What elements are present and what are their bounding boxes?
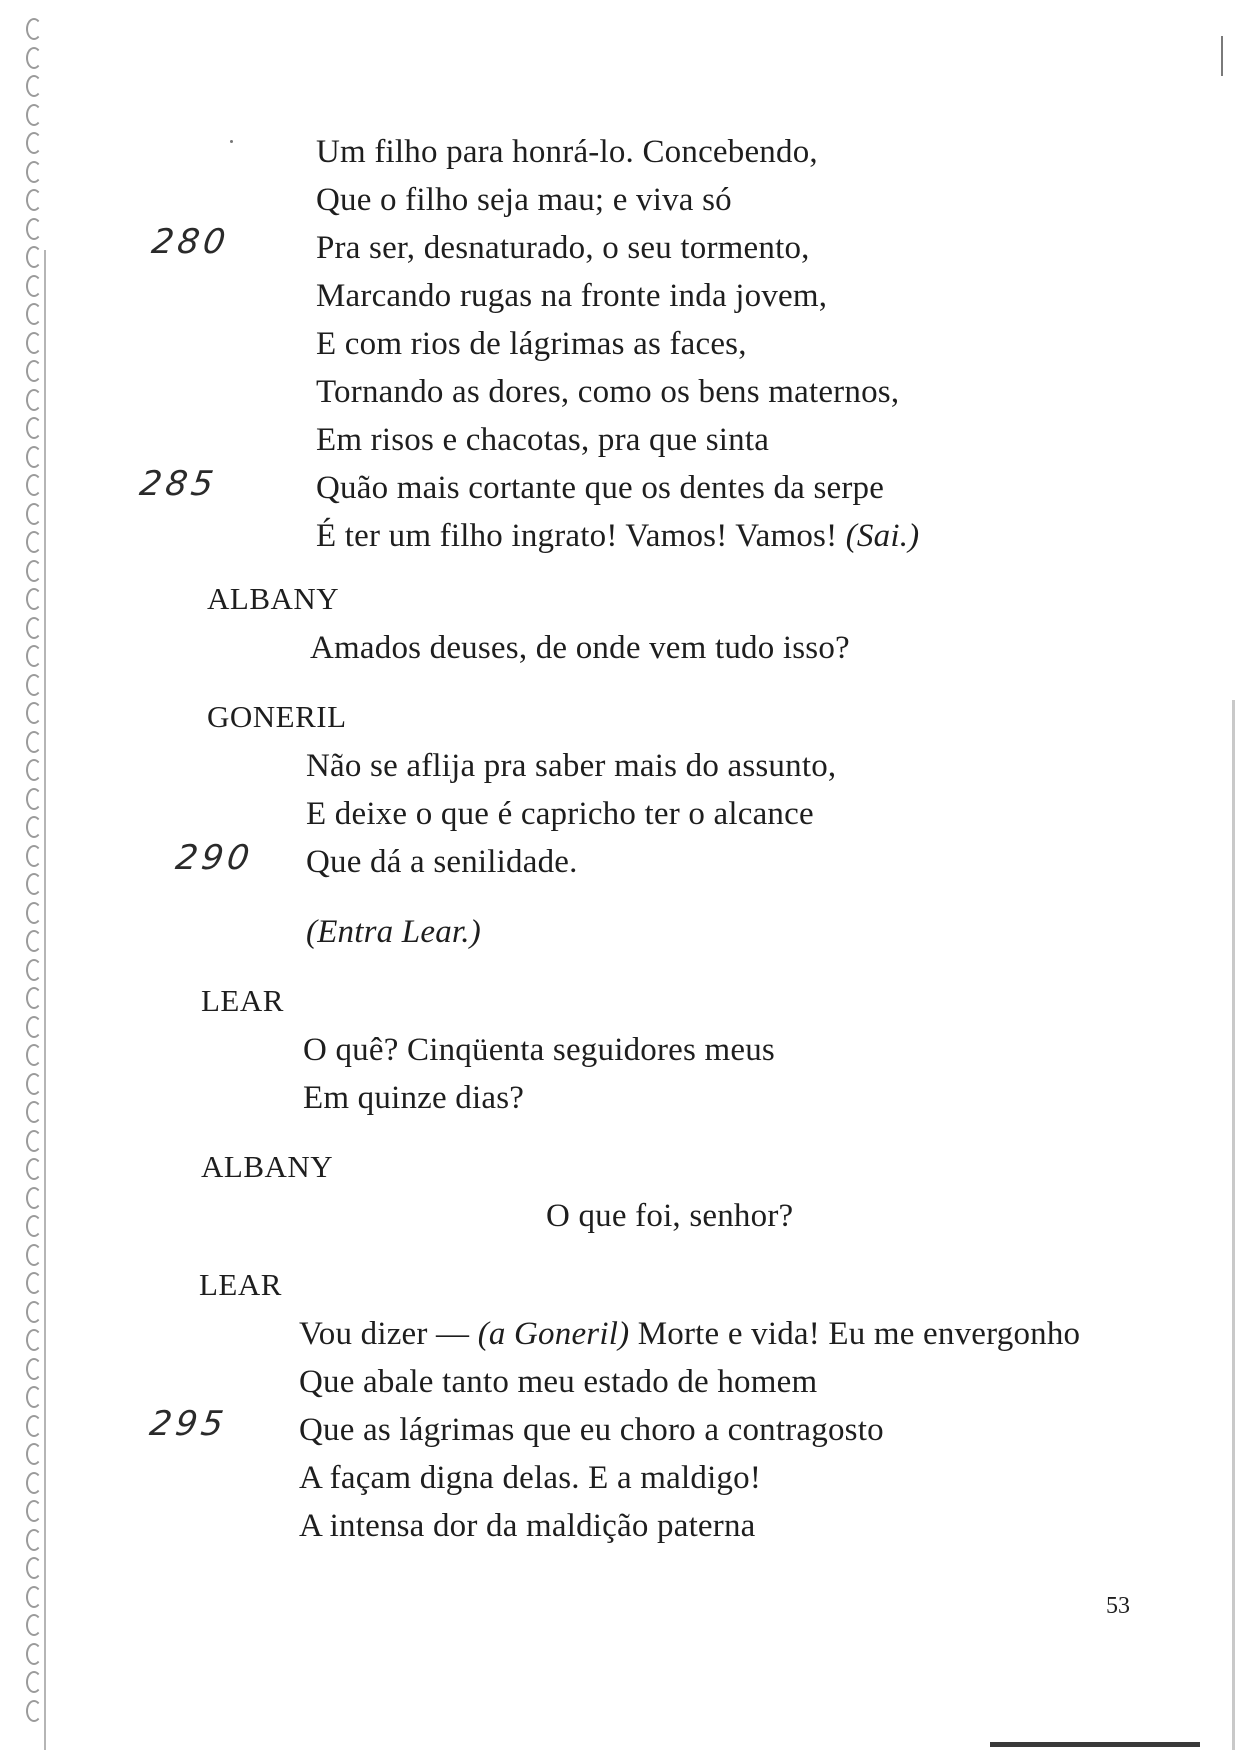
speaker-name: LEAR xyxy=(199,1267,282,1302)
binding-ring xyxy=(26,18,42,40)
binding-ring xyxy=(26,218,42,240)
stage-direction: (Entra Lear.) xyxy=(306,914,481,950)
verse-text: Morte e vida! Eu me envergonho xyxy=(629,1316,1081,1352)
binding-ring xyxy=(26,1700,42,1722)
verse-line: Que abale tanto meu estado de homem xyxy=(299,1364,818,1400)
binding-ring xyxy=(26,389,42,411)
binding-ring xyxy=(26,1044,42,1066)
binding-ring xyxy=(26,104,42,126)
verse-line: Amados deuses, de onde vem tudo isso? xyxy=(310,630,850,666)
verse-line: Pra ser, desnaturado, o seu tormento, xyxy=(316,230,810,266)
verse-line: Que dá a senilidade. xyxy=(306,844,578,880)
binding-ring xyxy=(26,731,42,753)
verse-line: O que foi, senhor? xyxy=(546,1198,794,1234)
verse-line: Não se aflija pra saber mais do assunto, xyxy=(306,748,837,784)
binding-ring xyxy=(26,1443,42,1465)
binding-ring xyxy=(26,1557,42,1579)
binding-ring xyxy=(26,1101,42,1123)
verse-line: E deixe o que é capricho ter o alcance xyxy=(306,796,814,832)
binding-ring xyxy=(26,930,42,952)
speaker-name: ALBANY xyxy=(201,1149,334,1184)
binding-ring xyxy=(26,189,42,211)
spiral-binding xyxy=(18,10,58,1750)
stage-direction: (a Goneril) xyxy=(477,1316,630,1352)
binding-ring xyxy=(26,702,42,724)
binding-ring xyxy=(26,1671,42,1693)
verse-line: Que o filho seja mau; e viva só xyxy=(316,182,732,218)
binding-ring xyxy=(26,503,42,525)
binding-ring xyxy=(26,902,42,924)
handwritten-line-number: 290 xyxy=(173,838,256,878)
verse-line: Que as lágrimas que eu choro a contragosto xyxy=(299,1412,884,1448)
verse-line xyxy=(316,516,919,556)
binding-ring xyxy=(26,617,42,639)
binding-ring xyxy=(26,759,42,781)
binding-ring xyxy=(26,1073,42,1095)
binding-ring xyxy=(26,560,42,582)
binding-ring xyxy=(26,75,42,97)
binding-ring xyxy=(26,1215,42,1237)
binding-ring xyxy=(26,987,42,1009)
binding-ring xyxy=(26,588,42,610)
binding-ring xyxy=(26,360,42,382)
binding-ring xyxy=(26,132,42,154)
binding-ring xyxy=(26,1016,42,1038)
binding-ring xyxy=(26,1130,42,1152)
binding-ring xyxy=(26,1329,42,1351)
verse-line: Em risos e chacotas, pra que sinta xyxy=(316,422,770,458)
verse-line: Quão mais cortante que os dentes da serpe xyxy=(316,470,885,506)
binding-ring xyxy=(26,1415,42,1437)
speaker-name: ALBANY xyxy=(207,581,340,616)
binding-ring xyxy=(26,816,42,838)
verse-text: Vou dizer — xyxy=(299,1316,478,1352)
handwritten-line-number: 280 xyxy=(149,222,232,262)
binding-ring xyxy=(26,1500,42,1522)
binding-ring xyxy=(26,873,42,895)
binding-ring xyxy=(26,1187,42,1209)
binding-ring xyxy=(26,332,42,354)
verse-line: Tornando as dores, como os bens maternos, xyxy=(316,374,900,410)
handwritten-line-number: 285 xyxy=(137,464,220,504)
binding-ring xyxy=(26,275,42,297)
binding-ring xyxy=(26,303,42,325)
speaker-name: GONERIL xyxy=(207,699,347,734)
binding-ring xyxy=(26,531,42,553)
binding-ring xyxy=(26,161,42,183)
stage-direction: (Sai.) xyxy=(845,518,920,554)
verse-line xyxy=(299,1314,1080,1354)
binding-ring xyxy=(26,1244,42,1266)
binding-ring xyxy=(26,474,42,496)
binding-ring xyxy=(26,1301,42,1323)
handwritten-line-number: 295 xyxy=(147,1404,230,1444)
binding-ring xyxy=(26,1614,42,1636)
binding-ring xyxy=(26,645,42,667)
verse-line: A intensa dor da maldição paterna xyxy=(299,1508,756,1544)
binding-ring xyxy=(26,1529,42,1551)
binding-edge xyxy=(44,250,46,1750)
binding-ring xyxy=(26,788,42,810)
binding-ring xyxy=(26,674,42,696)
verse-line: E com rios de lágrimas as faces, xyxy=(316,326,747,362)
verse-line: O quê? Cinqüenta seguidores meus xyxy=(303,1032,775,1068)
verse-line: Em quinze dias? xyxy=(303,1080,525,1116)
verse-text: É ter um filho ingrato! Vamos! Vamos! xyxy=(316,518,838,554)
page-edge-shadow xyxy=(1232,700,1235,1750)
binding-ring xyxy=(26,1358,42,1380)
binding-ring xyxy=(26,246,42,268)
binding-ring xyxy=(26,446,42,468)
scan-speck xyxy=(230,140,233,143)
binding-ring xyxy=(26,1272,42,1294)
binding-ring xyxy=(26,959,42,981)
scan-mark xyxy=(1221,36,1223,76)
binding-ring xyxy=(26,47,42,69)
binding-ring xyxy=(26,1472,42,1494)
verse-line: A façam digna delas. E a maldigo! xyxy=(299,1460,762,1496)
binding-ring xyxy=(26,845,42,867)
binding-ring xyxy=(26,417,42,439)
page-number: 53 xyxy=(1106,1593,1130,1619)
speaker-name: LEAR xyxy=(201,983,284,1018)
verse-line: Marcando rugas na fronte inda jovem, xyxy=(316,278,828,314)
verse-line: Um filho para honrá-lo. Concebendo, xyxy=(316,134,818,170)
binding-ring xyxy=(26,1586,42,1608)
binding-ring xyxy=(26,1643,42,1665)
binding-ring xyxy=(26,1158,42,1180)
scan-bar xyxy=(990,1742,1200,1747)
binding-ring xyxy=(26,1386,42,1408)
